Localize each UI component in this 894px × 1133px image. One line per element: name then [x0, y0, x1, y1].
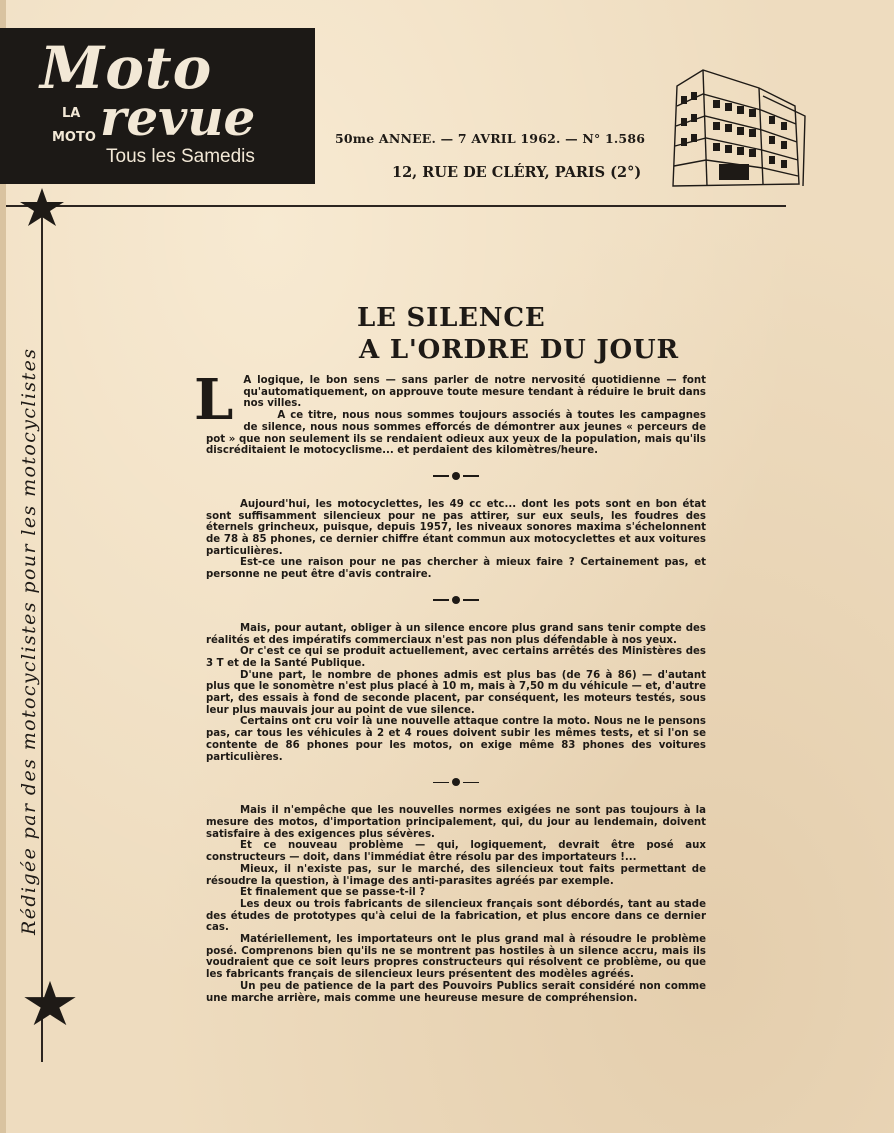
article-paragraph: Et ce nouveau problème — qui, logiquement, devrait être posé aux constructeurs — doit, dans l'immédiat être résolu par des importateurs !... — [206, 840, 706, 864]
article-paragraph: Les deux ou trois fabricants de silencieux français sont débordés, tant au stade des études de prototypes qu'à celui de la fabrication, et plus encore dans ce dernier cas. — [206, 898, 706, 934]
logo-tagline: Tous les Samedis — [106, 146, 255, 167]
article-paragraph: Mieux, il n'existe pas, sur le marché, des silencieux tout faits permettant de résoudre la question, à l'image des anti-parasites agréés par exemple. — [206, 863, 706, 887]
star-top-icon — [18, 186, 66, 228]
article-paragraph: A logique, le bon sens — sans parler de notre nervosité quotidienne — font qu'automatiquement, on approuve toute mesure tendant à réduire le bruit dans nos villes. — [243, 375, 706, 410]
article-title — [357, 302, 679, 366]
sidebar-motto: Rédigée par des motocyclistes pour les motocyclistes — [18, 347, 40, 935]
section-separator — [206, 461, 706, 491]
header-rule — [6, 205, 786, 207]
article-paragraph: Un peu de patience de la part des Pouvoirs Publics serait considéré non comme une marche arrière, mais comme une heureuse mesure de compréhension. — [206, 980, 706, 1004]
article-paragraph: Est-ce une raison pour ne pas chercher à mieux faire ? Certainement pas, et personne ne peut être d'avis contraire. — [206, 557, 706, 581]
article-paragraph: Matériellement, les importateurs ont le plus grand mal à résoudre le problème posé. Comprenons bien qu'ils ne se montrent pas hostiles à un silence accru, mais ils voudraient que ce soit leurs propres constructeurs qui résolvent ce problème, ou que les fabricants français de silencieux leurs présentent des modèles agréés. — [206, 934, 706, 981]
logo-revue: revue — [100, 88, 256, 147]
margin-rule — [41, 212, 43, 1062]
article-body — [194, 367, 706, 1004]
article-paragraph: Certains ont cru voir là une nouvelle attaque contre la moto. Nous ne le pensons pas, car tous les véhicules à 2 et 4 roues doivent subir les mêmes tests, et si l'on se contente de 86 phones pour les motos, on exige même 83 phones des voitures particulières. — [206, 716, 706, 763]
article-paragraph: D'une part, le nombre de phones admis est plus bas (de 76 à 86) — d'autant plus que le sonomètre n'est plus placé à 10 m, mais à 7,50 m du véhicule — et, d'autre part, des essais à fond de seconde placent, par conséquent, les moteurs testés, sous leur plus mauvais jour au point de vue silence. — [206, 669, 706, 716]
article-paragraph: A ce titre, nous nous sommes toujours associés à toutes les campagnes de silence, nous nous sommes efforcés de démontrer aux jeunes « perceurs de pot » que non seulement ils se rendaient odieux aux yeux de la population, mais qu'ils discréditaient le motocyclisme... et perdaient des kilomètres/heure. — [206, 410, 706, 457]
building-illustration-icon — [663, 66, 809, 194]
article-title-line-2: A L'ORDRE DU JOUR — [359, 335, 679, 365]
logo-la: LA — [62, 106, 81, 121]
article-paragraph: Or c'est ce qui se produit actuellement, avec certains arrêtés des Ministères des 3 T et de la Santé Publique. — [206, 646, 706, 669]
article-title-line-1: LE SILENCE — [357, 303, 546, 333]
article-paragraph: Et finalement que se passe-t-il ? — [240, 887, 426, 899]
article-paragraph: Aujourd'hui, les motocyclettes, les 49 cc etc... dont les pots sont en bon état sont suffisamment silencieux pour ne pas attirer, sur eux seuls, les foudres des éternels grincheux, puisque, depuis 1957, les niveaux sonores maxima s'échelonnent de 78 à 85 phones, ce dernier chiffre étant commun aux motocyclettes et aux voitures particulières. — [206, 498, 706, 557]
article-paragraph: Mais, pour autant, obliger à un silence encore plus grand sans tenir compte des réalités et des impératifs commerciaux n'est pas non plus défendable à nos yeux. — [206, 622, 706, 646]
section-separator — [206, 585, 706, 615]
logo-moto: Moto — [40, 34, 213, 102]
logo-moto-small: MOTO — [52, 130, 96, 145]
address-line: 12, RUE DE CLÉRY, PARIS (2°) — [392, 164, 642, 181]
masthead-logo — [0, 28, 315, 184]
section-separator — [206, 767, 706, 797]
drop-cap: L — [194, 367, 234, 433]
issue-date-line: 50me ANNEE. — 7 AVRIL 1962. — N° 1.586 — [335, 131, 646, 146]
star-bottom-icon — [22, 978, 78, 1028]
article-paragraph: Mais il n'empêche que les nouvelles normes exigées ne sont pas toujours à la mesure des motos, d'importation principalement, qui, du jour au lendemain, doivent satisfaire à des exigences plus sévères. — [206, 805, 706, 840]
